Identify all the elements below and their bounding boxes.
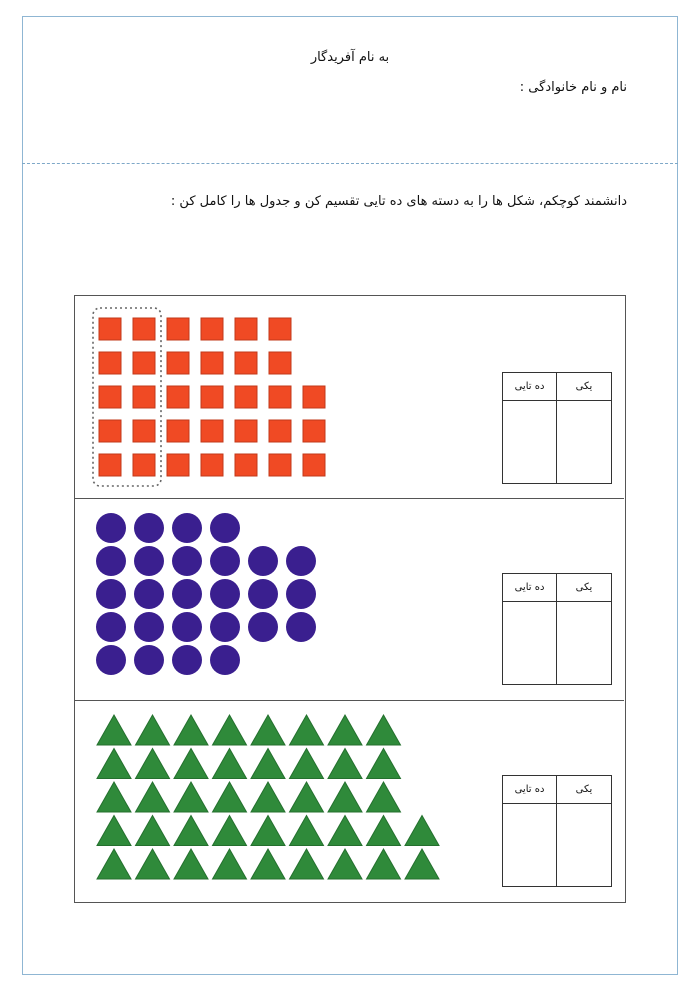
tens-header: ده تایی: [503, 776, 557, 804]
triangle-icon: [405, 816, 439, 846]
circle-icon: [134, 645, 164, 675]
circle-icon: [286, 612, 316, 642]
triangle-icon: [251, 782, 285, 812]
triangle-icon: [290, 849, 324, 879]
triangle-icon: [367, 749, 401, 779]
triangles-group: [75, 701, 455, 901]
triangle-icon: [97, 782, 131, 812]
triangle-icon: [136, 849, 170, 879]
triangle-icon: [251, 849, 285, 879]
circle-icon: [172, 546, 202, 576]
circle-icon: [210, 612, 240, 642]
tens-answer-cell[interactable]: [503, 401, 557, 483]
circle-icon: [96, 645, 126, 675]
circle-icon: [96, 513, 126, 543]
triangle-icon: [290, 715, 324, 745]
dashed-divider: [22, 163, 678, 164]
square-icon: [133, 386, 155, 408]
ones-answer-cell[interactable]: [557, 401, 611, 483]
square-icon: [167, 420, 189, 442]
triangle-icon: [213, 849, 247, 879]
square-icon: [167, 318, 189, 340]
worksheet-box: [74, 295, 626, 903]
triangle-icon: [367, 849, 401, 879]
tens-header: ده تایی: [503, 574, 557, 602]
square-icon: [133, 352, 155, 374]
triangle-icon: [290, 816, 324, 846]
triangle-icon: [328, 849, 362, 879]
circle-icon: [134, 513, 164, 543]
place-value-table-circles: [502, 573, 612, 685]
triangle-icon: [367, 816, 401, 846]
circle-icon: [96, 546, 126, 576]
circle-icon: [96, 579, 126, 609]
triangle-icon: [367, 782, 401, 812]
square-icon: [269, 386, 291, 408]
triangle-icon: [136, 715, 170, 745]
circle-icon: [248, 612, 278, 642]
square-icon: [201, 352, 223, 374]
circles-group: [75, 499, 375, 699]
triangle-icon: [174, 782, 208, 812]
square-icon: [99, 352, 121, 374]
circles-panel: [75, 498, 624, 701]
square-icon: [235, 352, 257, 374]
square-icon: [99, 420, 121, 442]
circle-icon: [286, 579, 316, 609]
circle-icon: [210, 579, 240, 609]
triangle-icon: [213, 715, 247, 745]
square-icon: [201, 386, 223, 408]
circle-icon: [286, 546, 316, 576]
squares-group: [75, 296, 375, 496]
circle-icon: [134, 612, 164, 642]
circle-icon: [134, 546, 164, 576]
triangle-icon: [174, 849, 208, 879]
circle-icon: [172, 579, 202, 609]
square-icon: [303, 386, 325, 408]
triangle-icon: [97, 816, 131, 846]
triangle-icon: [251, 749, 285, 779]
triangle-icon: [367, 715, 401, 745]
triangle-icon: [174, 816, 208, 846]
ones-header: یکی: [557, 776, 611, 804]
square-icon: [235, 454, 257, 476]
triangle-icon: [136, 782, 170, 812]
triangle-icon: [97, 715, 131, 745]
triangle-icon: [290, 749, 324, 779]
circle-icon: [210, 513, 240, 543]
square-icon: [235, 420, 257, 442]
squares-panel: [75, 296, 624, 498]
circle-icon: [248, 579, 278, 609]
square-icon: [201, 454, 223, 476]
circle-icon: [172, 645, 202, 675]
ones-answer-cell[interactable]: [557, 602, 611, 684]
square-icon: [99, 454, 121, 476]
square-icon: [269, 352, 291, 374]
circle-icon: [134, 579, 164, 609]
page-title: به نام آفریدگار: [310, 50, 390, 65]
square-icon: [235, 386, 257, 408]
square-icon: [167, 454, 189, 476]
triangle-icon: [213, 749, 247, 779]
triangle-icon: [328, 749, 362, 779]
ones-header: یکی: [557, 373, 611, 401]
square-icon: [303, 454, 325, 476]
tens-answer-cell[interactable]: [503, 602, 557, 684]
place-value-table-squares: [502, 372, 612, 484]
ones-header: یکی: [557, 574, 611, 602]
square-icon: [133, 454, 155, 476]
triangle-icon: [97, 749, 131, 779]
square-icon: [303, 420, 325, 442]
place-value-table-triangles: [502, 775, 612, 887]
triangle-icon: [174, 749, 208, 779]
triangle-icon: [97, 849, 131, 879]
square-icon: [133, 420, 155, 442]
square-icon: [269, 454, 291, 476]
circle-icon: [96, 612, 126, 642]
triangle-icon: [328, 816, 362, 846]
triangle-icon: [174, 715, 208, 745]
circle-icon: [210, 645, 240, 675]
circle-icon: [172, 513, 202, 543]
square-icon: [269, 420, 291, 442]
ones-answer-cell[interactable]: [557, 804, 611, 886]
square-icon: [133, 318, 155, 340]
triangle-icon: [328, 782, 362, 812]
tens-header: ده تایی: [503, 373, 557, 401]
square-icon: [99, 318, 121, 340]
instruction-text: دانشمند کوچکم، شکل ها را به دسته های ده تایی تقسیم کن و جدول ها را کامل کن :: [170, 194, 627, 209]
square-icon: [167, 386, 189, 408]
square-icon: [99, 386, 121, 408]
tens-answer-cell[interactable]: [503, 804, 557, 886]
triangle-icon: [213, 782, 247, 812]
triangle-icon: [405, 849, 439, 879]
square-icon: [201, 318, 223, 340]
triangle-icon: [290, 782, 324, 812]
square-icon: [167, 352, 189, 374]
square-icon: [269, 318, 291, 340]
triangle-icon: [328, 715, 362, 745]
circle-icon: [248, 546, 278, 576]
triangle-icon: [213, 816, 247, 846]
triangle-icon: [251, 816, 285, 846]
circle-icon: [210, 546, 240, 576]
square-icon: [235, 318, 257, 340]
circle-icon: [172, 612, 202, 642]
student-name-label: نام و نام خانوادگی :: [519, 80, 627, 95]
square-icon: [201, 420, 223, 442]
triangle-icon: [136, 749, 170, 779]
triangle-icon: [136, 816, 170, 846]
triangles-panel: [75, 700, 624, 901]
triangle-icon: [251, 715, 285, 745]
